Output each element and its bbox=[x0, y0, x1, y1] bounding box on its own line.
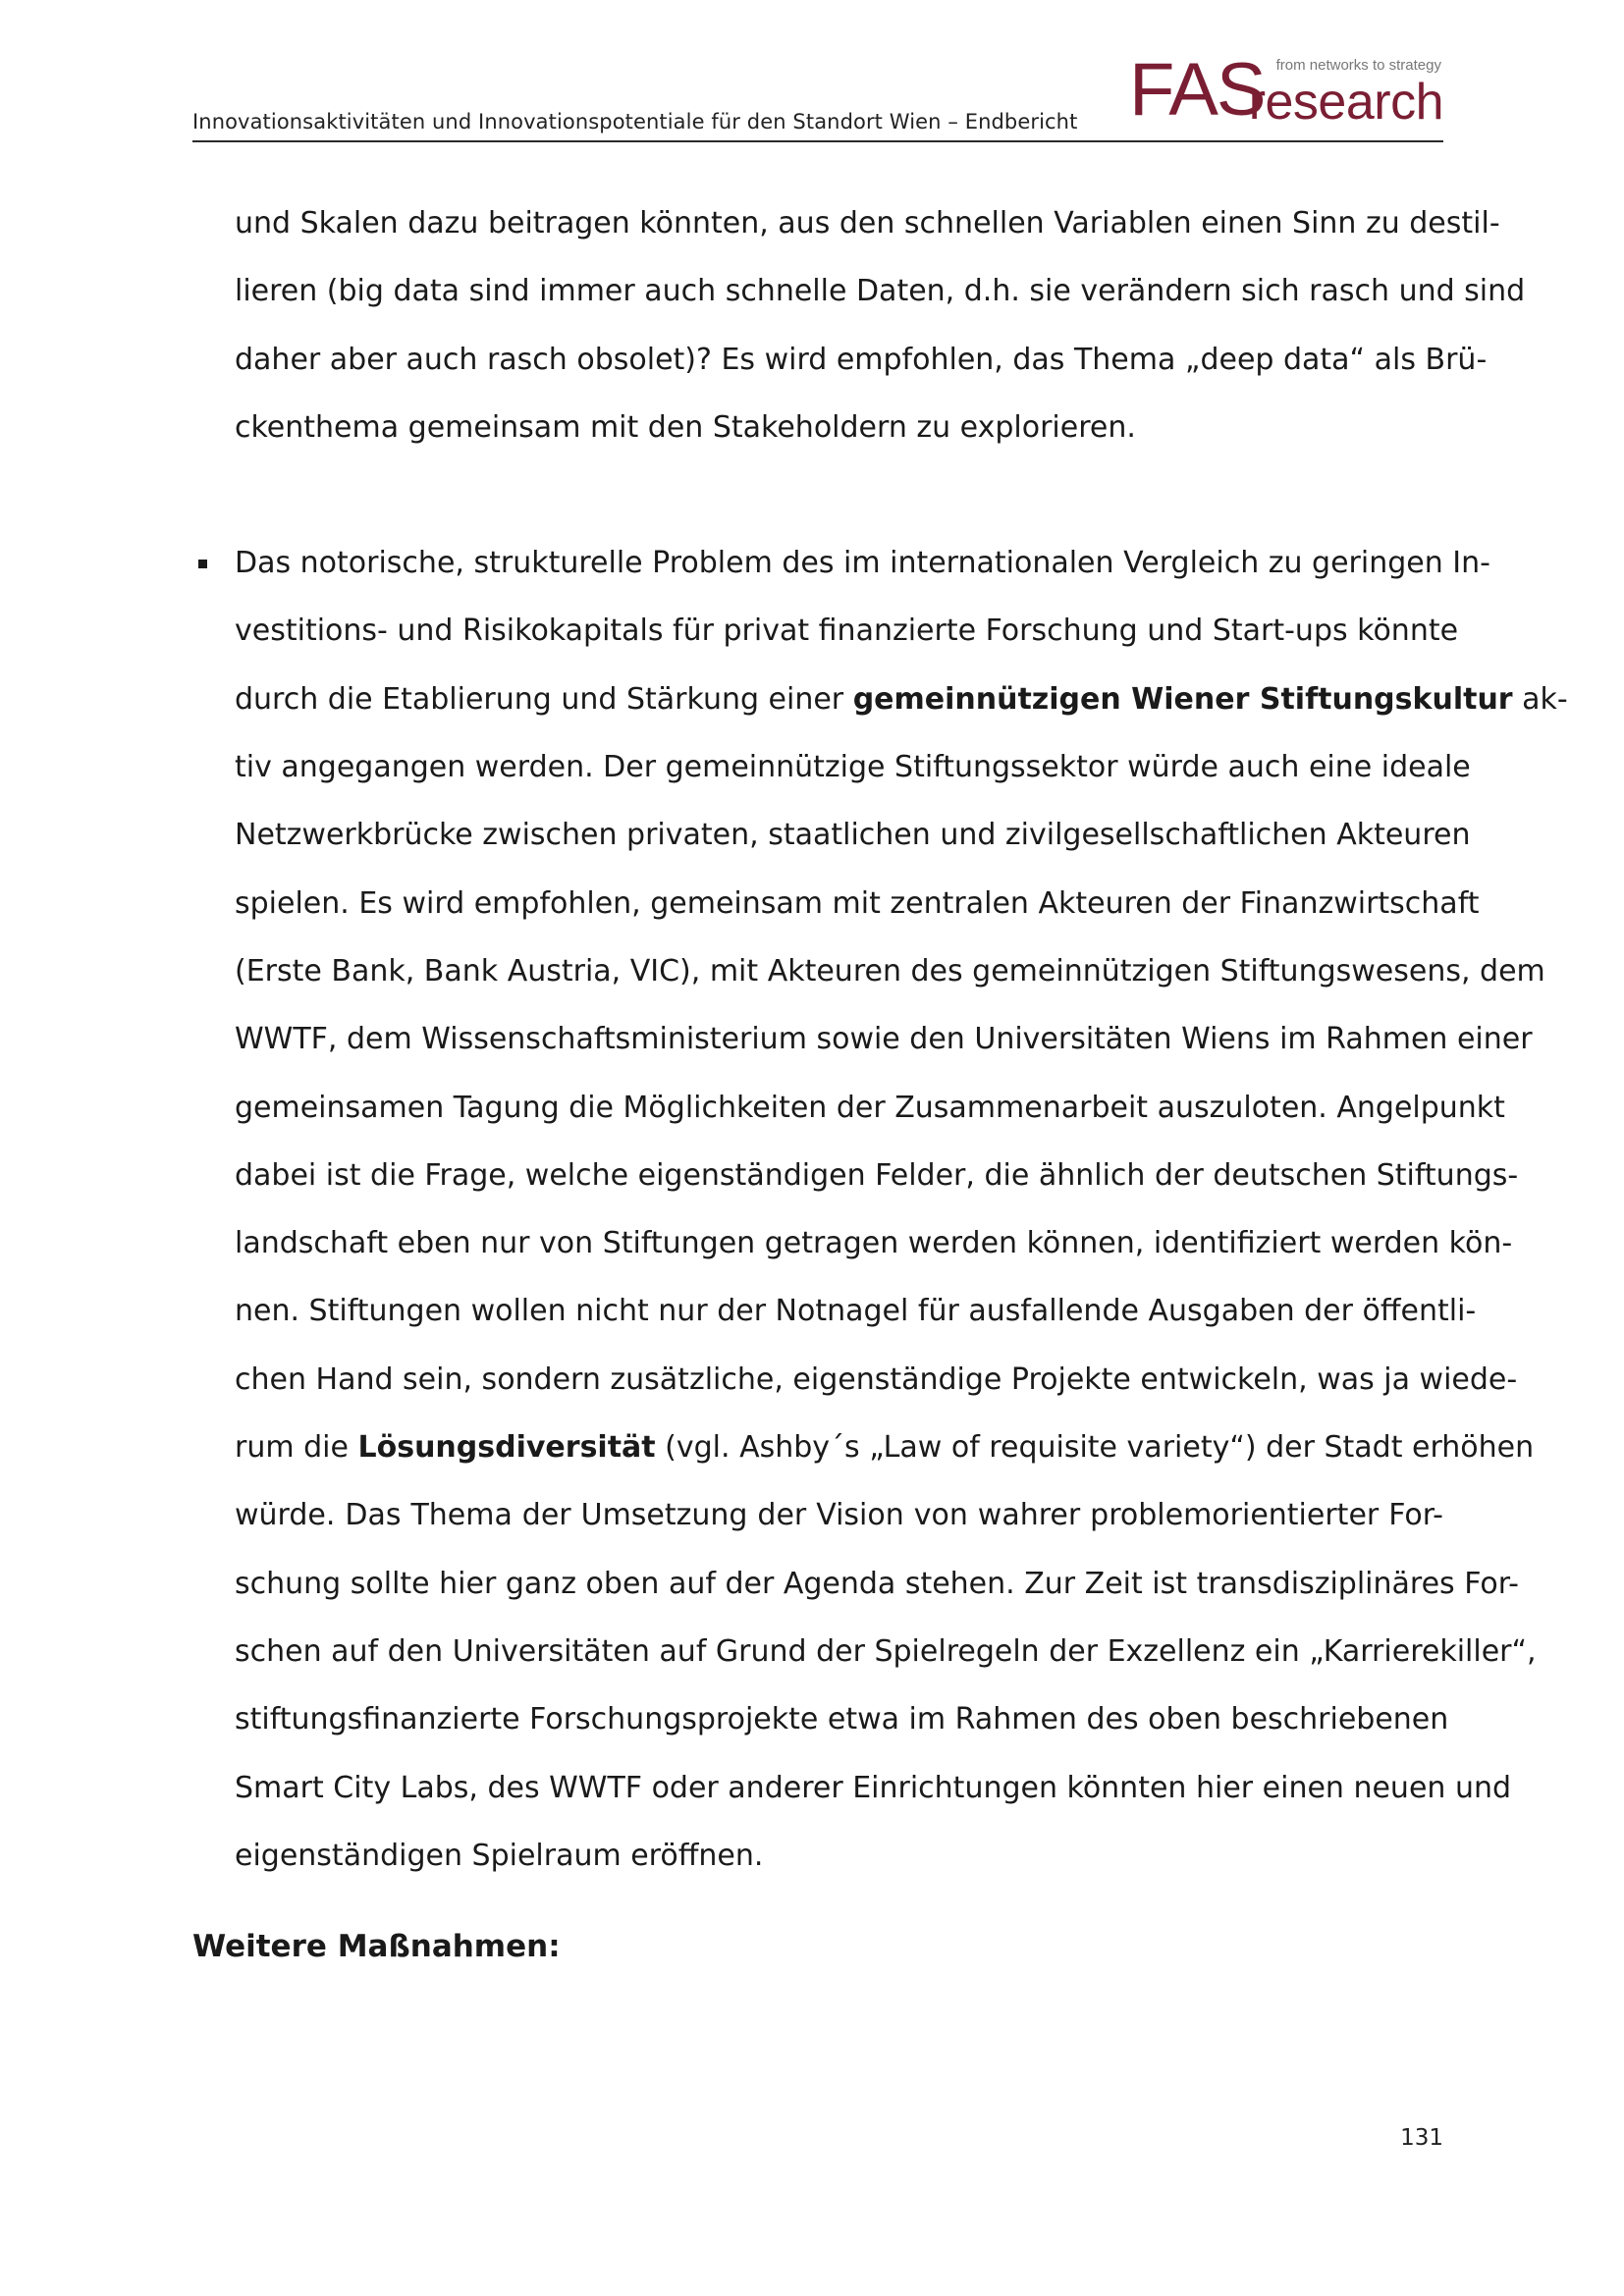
text-line: und Skalen dazu beitragen könnten, aus den schnellen Variablen einen Sinn zu destil- bbox=[235, 206, 1500, 240]
text-line: WWTF, dem Wissenschaftsministerium sowie den Universitäten Wiens im Rahmen einer bbox=[235, 1022, 1533, 1057]
text-run: rum die bbox=[235, 1430, 358, 1466]
main-content bbox=[192, 194, 1568, 1895]
bullet-item-stiftungskultur bbox=[192, 534, 1568, 1895]
text-line: schen auf den Universitäten auf Grund der Spielregeln der Exzellenz ein „Karrierekiller“, bbox=[235, 1633, 1537, 1669]
bold-term-loesungsdiversitaet: Lösungsdiversität bbox=[357, 1430, 656, 1466]
document-title: Innovationsaktivitäten und Innovationspotentiale für den Standort Wien – Endbericht bbox=[192, 110, 1078, 133]
section-subheading: Weitere Maßnahmen: bbox=[192, 1929, 561, 1964]
text-line: (Erste Bank, Bank Austria, VIC), mit Akteuren des gemeinnützigen Stiftungswesens, dem bbox=[235, 953, 1545, 988]
text-run: ak- bbox=[1512, 681, 1568, 717]
text-line: landschaft eben nur von Stiftungen getragen werden können, identifiziert werden kön- bbox=[235, 1226, 1513, 1261]
text-line: ckenthema gemeinsam mit den Stakeholdern zu explorieren. bbox=[235, 409, 1136, 445]
text-line bbox=[192, 670, 1568, 738]
logo-tagline: from networks to strategy bbox=[1275, 57, 1441, 74]
text-line: schung sollte hier ganz oben auf der Agenda stehen. Zur Zeit ist transdisziplinäres For- bbox=[235, 1566, 1519, 1601]
logo-research-text: research bbox=[1248, 74, 1443, 131]
text-line: würde. Das Thema der Umsetzung der Vision von wahrer problemorientierter For- bbox=[235, 1498, 1443, 1533]
paragraph-deep-data bbox=[192, 194, 1526, 466]
text-line: Das notorische, strukturelle Problem des im internationalen Vergleich zu geringen In- bbox=[235, 546, 1490, 581]
text-line: eigenständigen Spielraum eröffnen. bbox=[235, 1838, 764, 1873]
text-line: spielen. Es wird empfohlen, gemeinsam mit zentralen Akteuren der Finanzwirtschaft bbox=[235, 885, 1480, 921]
text-line: dabei ist die Frage, welche eigenständigen Felder, die ähnlich der deutschen Stiftungs- bbox=[235, 1157, 1519, 1193]
text-line: tiv angegangen werden. Der gemeinnützige Stiftungssektor würde auch eine ideale bbox=[235, 750, 1471, 785]
page-header bbox=[192, 48, 1443, 141]
text-line: daher aber auch rasch obsolet)? Es wird empfohlen, das Thema „deep data“ als Brü- bbox=[235, 342, 1488, 377]
text-line: stiftungsfinanzierte Forschungsprojekte etwa im Rahmen des oben beschriebenen bbox=[235, 1702, 1449, 1737]
fas-research-logo bbox=[1129, 48, 1443, 133]
text-run: (vgl. Ashby´s „Law of requisite variety“) der Stadt erhöhen bbox=[655, 1430, 1535, 1466]
text-line: vestitions- und Risikokapitals für privat finanzierte Forschung und Start-ups könnte bbox=[235, 614, 1459, 649]
text-line: Smart City Labs, des WWTF oder anderer Einrichtungen könnten hier einen neuen und bbox=[235, 1770, 1512, 1805]
text-line: nen. Stiftungen wollen nicht nur der Notnagel für ausfallende Ausgaben der öffentli- bbox=[235, 1294, 1477, 1329]
bold-term-stiftungskultur: gemeinnützigen Wiener Stiftungskultur bbox=[852, 681, 1513, 717]
text-run: durch die Etablierung und Stärkung einer bbox=[235, 681, 853, 717]
text-line: gemeinsamen Tagung die Möglichkeiten der Zusammenarbeit auszuloten. Angelpunkt bbox=[235, 1090, 1505, 1125]
page-number: 131 bbox=[1400, 2125, 1443, 2151]
bullet-square-icon bbox=[198, 560, 207, 568]
text-line bbox=[192, 1418, 1535, 1486]
text-line: chen Hand sein, sondern zusätzliche, eigenständige Projekte entwickeln, was ja wiede- bbox=[235, 1362, 1518, 1397]
text-line: lieren (big data sind immer auch schnelle Daten, d.h. sie verändern sich rasch und sind bbox=[235, 274, 1526, 309]
logo-fas-text: FAS bbox=[1129, 48, 1265, 132]
text-line: Netzwerkbrücke zwischen privaten, staatlichen und zivilgesellschaftlichen Akteuren bbox=[235, 818, 1471, 853]
header-divider bbox=[192, 140, 1443, 142]
